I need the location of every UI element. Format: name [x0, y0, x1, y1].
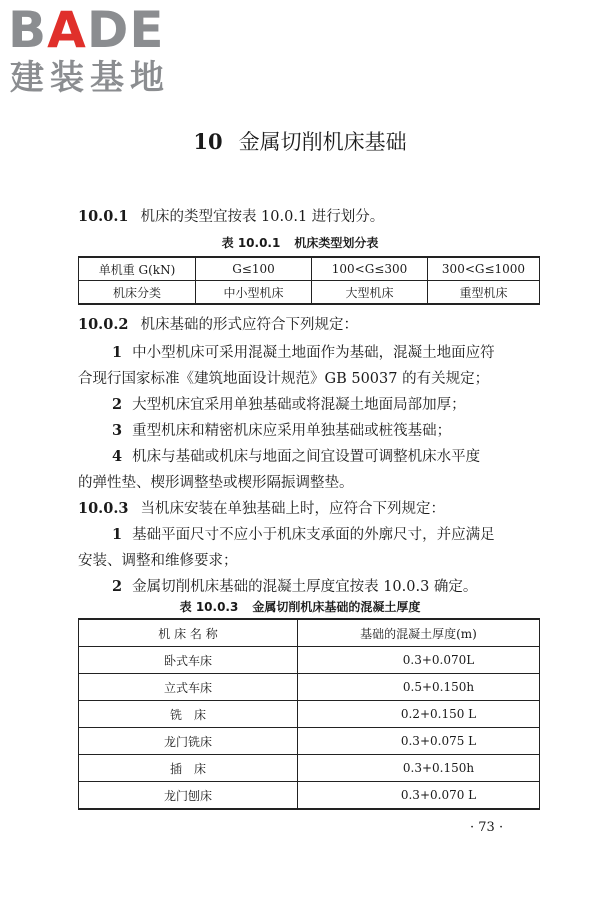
- page-number: · 73 ·: [470, 820, 504, 835]
- table-cell: 大型机床: [312, 281, 428, 305]
- clause-10-0-1: 10.0.1 机床的类型宜按表 10.0.1 进行划分。: [78, 208, 385, 225]
- chapter-number: 10: [193, 129, 223, 154]
- table-cell: 300<G≤1000: [428, 257, 540, 281]
- table-cell: 0.3+0.075 L: [298, 728, 540, 755]
- list-item: 2 大型机床宜采用单独基础或将混凝土地面局部加厚；: [112, 396, 466, 413]
- table-cell: 100<G≤300: [312, 257, 428, 281]
- table-header-row: [79, 619, 540, 647]
- table-cell: 0.3+0.150h: [298, 755, 540, 782]
- table-row: [79, 647, 540, 674]
- table-row: [79, 728, 540, 755]
- list-item: 1 中小型机床可采用混凝土地面作为基础，混凝土地面应符: [112, 344, 495, 361]
- table-cell: 0.2+0.150 L: [298, 701, 540, 728]
- table-row: [79, 755, 540, 782]
- logo: BADE: [8, 1, 165, 59]
- table-cell: 铣 床: [79, 701, 298, 728]
- table-header: 基础的混凝土厚度(m): [298, 619, 540, 647]
- table-cell: 0.3+0.070L: [298, 647, 540, 674]
- table-2-caption: 表 10.0.3 金属切削机床基础的混凝土厚度: [179, 600, 421, 614]
- list-item-continuation: 合现行国家标准《建筑地面设计规范》GB 50037 的有关规定；: [78, 371, 490, 387]
- table-cell: G≤100: [196, 257, 312, 281]
- clause-10-0-3: 10.0.3 当机床安装在单独基础上时，应符合下列规定：: [78, 500, 445, 517]
- table-row: [79, 701, 540, 728]
- table-1-caption: 表 10.0.1 机床类型划分表: [221, 236, 379, 250]
- list-item: 4 机床与基础或机床与地面之间宜设置可调整机床水平度: [112, 448, 481, 465]
- table-cell: 单机重 G(kN): [79, 257, 196, 281]
- table-row: [79, 281, 540, 305]
- table-cell: 插 床: [79, 755, 298, 782]
- table-cell: 卧式车床: [79, 647, 298, 674]
- logo-subtitle: 建装基地: [10, 58, 170, 98]
- table-row: [79, 782, 540, 810]
- table-cell: 龙门铣床: [79, 728, 298, 755]
- machine-type-table: [78, 256, 540, 305]
- table-cell: 立式车床: [79, 674, 298, 701]
- clause-10-0-2: 10.0.2 机床基础的形式应符合下列规定：: [78, 316, 358, 333]
- table-cell: 机床分类: [79, 281, 196, 305]
- table-cell: 0.5+0.150h: [298, 674, 540, 701]
- list-item-continuation: 的弹性垫、楔形调整垫或楔形隔振调整垫。: [78, 475, 354, 491]
- table-row: [79, 257, 540, 281]
- chapter-name: 金属切削机床基础: [238, 130, 407, 154]
- list-item-continuation: 安装、调整和维修要求；: [78, 553, 238, 569]
- concrete-thickness-table: [78, 618, 540, 810]
- list-item: 3 重型机床和精密机床应采用单独基础或桩筏基础；: [112, 422, 452, 439]
- table-cell: 0.3+0.070 L: [298, 782, 540, 810]
- table-cell: 龙门刨床: [79, 782, 298, 810]
- list-item: 1 基础平面尺寸不应小于机床支承面的外廓尺寸，并应满足: [112, 526, 495, 543]
- list-item: 2 金属切削机床基础的混凝土厚度宜按表 10.0.3 确定。: [112, 578, 478, 595]
- chapter-title: [0, 128, 600, 156]
- table-cell: 中小型机床: [196, 281, 312, 305]
- table-header: 机 床 名 称: [79, 619, 298, 647]
- table-row: [79, 674, 540, 701]
- table-cell: 重型机床: [428, 281, 540, 305]
